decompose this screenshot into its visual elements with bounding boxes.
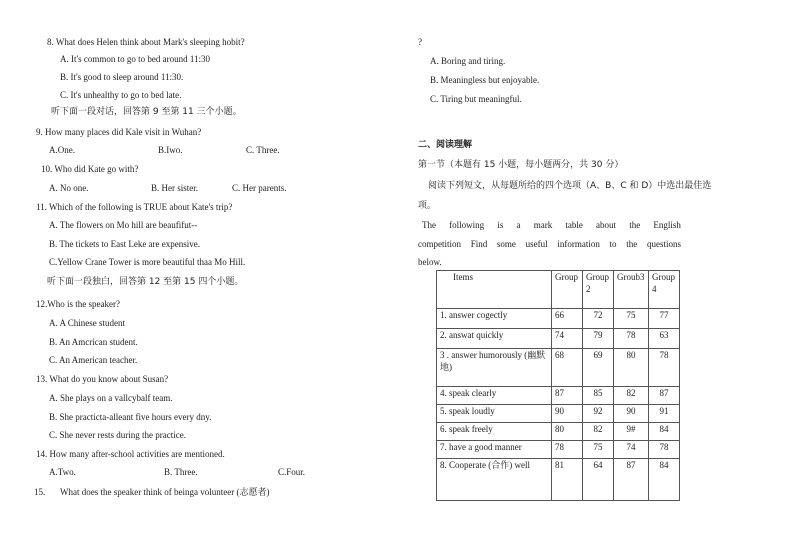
row-item: 4. speak clearly — [437, 387, 552, 405]
question-13-option-c: C. She never rests during the practice. — [49, 430, 186, 440]
intro-word: is — [497, 220, 504, 230]
header-items: Items — [437, 271, 552, 309]
row-value: 82 — [583, 423, 614, 441]
intro-word: the — [629, 220, 641, 230]
question-8-option-a: A. It's common to go to bed around 11:30 — [60, 54, 211, 64]
mark-table — [436, 270, 680, 501]
question-8: 8. What does Helen think about Mark's sleeping hobit? — [47, 37, 245, 47]
question-11: 11. Which of the following is TRUE about Kate's trip? — [36, 202, 233, 212]
question-9: 9. How many places did Kale visit in Wuhan? — [36, 127, 202, 137]
intro-word: The — [422, 220, 436, 230]
row-item: 3 . answer humorously (幽默地) — [437, 349, 552, 387]
header-group-1: Group — [552, 271, 583, 309]
row-item: 7. have a good manner — [437, 441, 552, 459]
table-row — [437, 349, 680, 387]
question-9-option-a: A.One. — [49, 145, 75, 155]
question-15-number: 15. — [34, 487, 46, 497]
part-heading: 第一节（本题有 15 小题，每小题两分，共 30 分） — [418, 160, 624, 170]
table-row — [437, 309, 680, 329]
instruction-9-11: 听下面一段对话，回答第 9 至第 11 三个小题。 — [51, 107, 242, 117]
question-15-option-c: C. Tiring but meaningful. — [430, 94, 522, 104]
question-12-option-c: C. An American teacher. — [49, 355, 138, 365]
intro-line-3: below. — [418, 257, 442, 267]
table-row — [437, 329, 680, 349]
row-value: 80 — [614, 349, 649, 387]
row-value: 78 — [552, 441, 583, 459]
row-value: 87 — [614, 459, 649, 501]
row-value: 91 — [649, 405, 680, 423]
row-value: 84 — [649, 423, 680, 441]
question-15: What does the speaker think of beinga volunteer (志愿者) — [60, 487, 270, 497]
row-value: 80 — [552, 423, 583, 441]
row-value: 78 — [649, 349, 680, 387]
question-15-option-a: A. Boring and tiring. — [430, 56, 506, 66]
question-8-option-b: B. It's good to sleep around 11:30. — [60, 72, 184, 82]
row-value: 87 — [552, 387, 583, 405]
row-value: 75 — [583, 441, 614, 459]
intro-word: competition — [418, 239, 461, 249]
question-12-option-a: A. A Chinese student — [49, 318, 125, 328]
row-item: 8. Cooperate (合作) well — [437, 459, 552, 501]
question-10-option-b: B. Her sister. — [151, 183, 198, 193]
intro-word: table — [565, 220, 583, 230]
row-value: 64 — [583, 459, 614, 501]
header-group-4: Group 4 — [649, 271, 680, 309]
question-10-option-a: A. No one. — [49, 183, 89, 193]
row-item: 5. speak loudly — [437, 405, 552, 423]
question-11-option-a: A. The flowers on Mo hill are beaufifut-- — [49, 220, 198, 230]
question-10: 10. Who did Kate go with? — [41, 164, 139, 174]
intro-word: information — [557, 239, 600, 249]
question-15-option-b: B. Meaningless but enjoyable. — [430, 75, 540, 85]
row-value: 87 — [649, 387, 680, 405]
row-value: 90 — [614, 405, 649, 423]
row-item: 2. answat quickly — [437, 329, 552, 349]
intro-word: to — [609, 239, 617, 249]
intro-word: the — [626, 239, 638, 249]
row-value: 81 — [552, 459, 583, 501]
row-value: 74 — [614, 441, 649, 459]
row-item: 1. answer cogectly — [437, 309, 552, 329]
question-9-option-c: C. Three. — [246, 145, 280, 155]
row-value: 69 — [583, 349, 614, 387]
intro-word: a — [516, 220, 521, 230]
question-13-option-b: B. She practicta-alleant five hours every dny. — [49, 412, 212, 422]
reading-instruction-line1: 阅读下列短文，从每题所给的四个选项（A、B、C 和 D）中选出最佳选 — [428, 181, 712, 191]
row-value: 77 — [649, 309, 680, 329]
table-header-row — [437, 271, 680, 309]
row-value: 85 — [583, 387, 614, 405]
question-14-option-c: C.Four. — [278, 467, 306, 477]
row-value: 82 — [614, 387, 649, 405]
instruction-12-15: 听下面一段独白，回答第 12 至第 15 四个小题。 — [47, 277, 244, 287]
question-11-option-c: C.Yellow Crane Tower is more beautiful thaa Mo Hill. — [49, 257, 246, 267]
row-value: 74 — [552, 329, 583, 349]
question-15-continued: ? — [418, 37, 422, 47]
row-value: 63 — [649, 329, 680, 349]
row-value: 92 — [583, 405, 614, 423]
intro-word: useful — [525, 239, 548, 249]
row-value: 9# — [614, 423, 649, 441]
row-value: 84 — [649, 459, 680, 501]
intro-word: English — [653, 220, 681, 230]
table-row — [437, 459, 680, 501]
intro-line-1 — [422, 219, 681, 231]
row-value: 78 — [649, 441, 680, 459]
question-10-option-c: C. Her parents. — [232, 183, 287, 193]
intro-word: following — [449, 220, 485, 230]
question-14-option-b: B. Three. — [164, 467, 198, 477]
row-value: 75 — [614, 309, 649, 329]
row-value: 79 — [583, 329, 614, 349]
intro-word: about — [596, 220, 617, 230]
row-value: 72 — [583, 309, 614, 329]
section-heading: 二、阅读理解 — [418, 140, 473, 150]
question-13: 13. What do you know about Susan? — [36, 374, 169, 384]
row-value: 66 — [552, 309, 583, 329]
question-12-option-b: B. An Amcrican student. — [49, 337, 138, 347]
intro-line-2 — [418, 238, 681, 250]
intro-word: Find — [470, 239, 488, 249]
intro-word: questions — [646, 239, 681, 249]
row-item: 6. speak freely — [437, 423, 552, 441]
row-value: 68 — [552, 349, 583, 387]
header-group-2: Group 2 — [583, 271, 614, 309]
intro-word: mark — [533, 220, 553, 230]
table-row — [437, 441, 680, 459]
reading-instruction-line2: 项。 — [418, 201, 437, 211]
question-9-option-b: B.Iwo. — [158, 145, 183, 155]
row-value: 90 — [552, 405, 583, 423]
table-row — [437, 423, 680, 441]
header-group-3: Groub3 — [614, 271, 649, 309]
question-12: 12.Who is the speaker? — [36, 299, 120, 309]
row-value: 78 — [614, 329, 649, 349]
table-row — [437, 387, 680, 405]
question-14: 14. How many after-school activities are mentioned. — [36, 449, 225, 459]
question-11-option-b: B. The tickets to East Leke are expensive. — [49, 239, 201, 249]
intro-word: some — [496, 239, 516, 249]
table-row — [437, 405, 680, 423]
question-8-option-c: C. It's unhealthy to go to bed late. — [60, 90, 182, 100]
question-14-option-a: A.Two. — [49, 467, 76, 477]
question-13-option-a: A. She plays on a vallcybalf team. — [49, 393, 173, 403]
